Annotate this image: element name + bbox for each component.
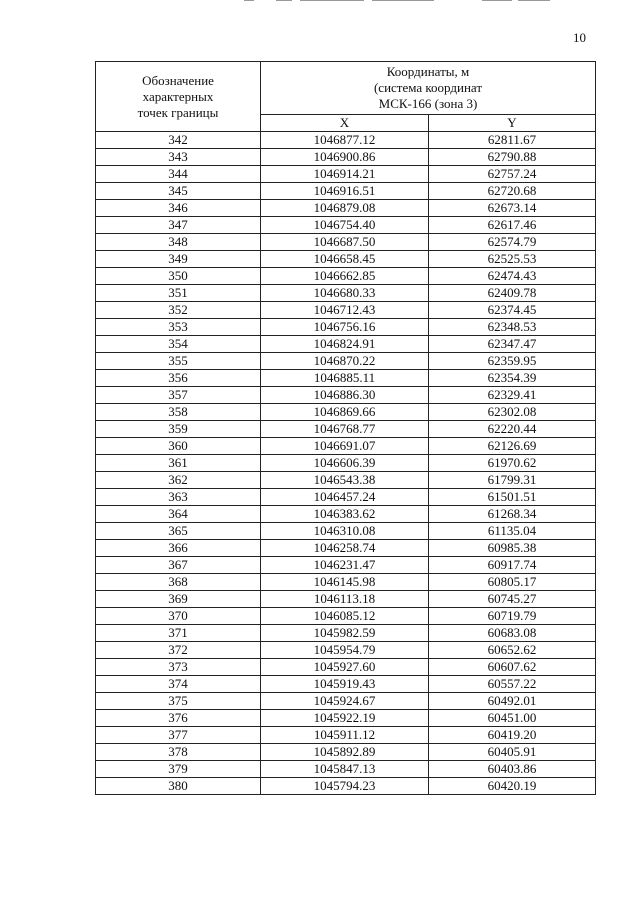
cell-y: 60683.08 xyxy=(429,625,596,642)
cell-y: 62474.43 xyxy=(429,268,596,285)
cell-y: 62220.44 xyxy=(429,421,596,438)
table-row xyxy=(96,234,596,251)
cell-point: 353 xyxy=(96,319,261,336)
table-row xyxy=(96,353,596,370)
cell-y: 60451.00 xyxy=(429,710,596,727)
cell-y: 62790.88 xyxy=(429,149,596,166)
cell-point: 365 xyxy=(96,523,261,540)
cell-x: 1046691.07 xyxy=(261,438,429,455)
table-row xyxy=(96,200,596,217)
cell-x: 1046231.47 xyxy=(261,557,429,574)
table-row xyxy=(96,574,596,591)
cell-x: 1046886.30 xyxy=(261,387,429,404)
cell-x: 1045847.13 xyxy=(261,761,429,778)
cell-x: 1046900.86 xyxy=(261,149,429,166)
cell-x: 1045922.19 xyxy=(261,710,429,727)
cell-point: 370 xyxy=(96,608,261,625)
cell-point: 361 xyxy=(96,455,261,472)
cell-y: 62409.78 xyxy=(429,285,596,302)
cell-y: 61501.51 xyxy=(429,489,596,506)
cell-x: 1046145.98 xyxy=(261,574,429,591)
table-row xyxy=(96,438,596,455)
cell-y: 62574.79 xyxy=(429,234,596,251)
cell-x: 1046914.21 xyxy=(261,166,429,183)
table-row xyxy=(96,285,596,302)
header-coordinates-line: МСК-166 (зона 3) xyxy=(378,96,478,111)
cell-point: 357 xyxy=(96,387,261,404)
cell-point: 362 xyxy=(96,472,261,489)
table-row xyxy=(96,489,596,506)
cell-y: 60419.20 xyxy=(429,727,596,744)
cell-point: 344 xyxy=(96,166,261,183)
cell-point: 359 xyxy=(96,421,261,438)
cell-point: 354 xyxy=(96,336,261,353)
cell-x: 1046457.24 xyxy=(261,489,429,506)
table-row xyxy=(96,727,596,744)
table-row xyxy=(96,659,596,676)
cell-point: 345 xyxy=(96,183,261,200)
cell-x: 1046712.43 xyxy=(261,302,429,319)
table-row xyxy=(96,676,596,693)
cell-y: 60557.22 xyxy=(429,676,596,693)
table-row xyxy=(96,625,596,642)
table-row xyxy=(96,761,596,778)
cell-point: 352 xyxy=(96,302,261,319)
table-body xyxy=(96,132,596,795)
table-row xyxy=(96,251,596,268)
table-row xyxy=(96,268,596,285)
cell-point: 343 xyxy=(96,149,261,166)
cell-y: 60745.27 xyxy=(429,591,596,608)
cell-x: 1046870.22 xyxy=(261,353,429,370)
cell-y: 60420.19 xyxy=(429,778,596,795)
table-row xyxy=(96,166,596,183)
cell-x: 1046756.16 xyxy=(261,319,429,336)
cell-point: 374 xyxy=(96,676,261,693)
header-point-designation-line: точек границы xyxy=(137,104,219,120)
table-row xyxy=(96,778,596,795)
cell-y: 62302.08 xyxy=(429,404,596,421)
table-row xyxy=(96,132,596,149)
cell-x: 1046085.12 xyxy=(261,608,429,625)
header-coordinates-line: (система координат xyxy=(373,80,483,95)
cell-x: 1045794.23 xyxy=(261,778,429,795)
cell-point: 380 xyxy=(96,778,261,795)
cell-y: 60607.62 xyxy=(429,659,596,676)
cell-point: 342 xyxy=(96,132,261,149)
cell-point: 376 xyxy=(96,710,261,727)
cell-point: 349 xyxy=(96,251,261,268)
table-row xyxy=(96,183,596,200)
table-row xyxy=(96,421,596,438)
cell-y: 60403.86 xyxy=(429,761,596,778)
cell-y: 61799.31 xyxy=(429,472,596,489)
cell-point: 360 xyxy=(96,438,261,455)
cell-y: 62126.69 xyxy=(429,438,596,455)
table-row xyxy=(96,523,596,540)
cell-y: 62374.45 xyxy=(429,302,596,319)
cell-y: 60805.17 xyxy=(429,574,596,591)
cell-y: 62359.95 xyxy=(429,353,596,370)
cell-y: 62617.46 xyxy=(429,217,596,234)
table-row xyxy=(96,744,596,761)
cell-y: 62347.47 xyxy=(429,336,596,353)
header-x: X xyxy=(261,115,429,132)
cell-y: 60652.62 xyxy=(429,642,596,659)
cell-x: 1046687.50 xyxy=(261,234,429,251)
table-row xyxy=(96,591,596,608)
table-row xyxy=(96,693,596,710)
cell-x: 1046383.62 xyxy=(261,506,429,523)
cell-x: 1046768.77 xyxy=(261,421,429,438)
cell-point: 378 xyxy=(96,744,261,761)
table-row xyxy=(96,336,596,353)
cell-point: 369 xyxy=(96,591,261,608)
cell-x: 1045892.89 xyxy=(261,744,429,761)
cell-y: 60917.74 xyxy=(429,557,596,574)
cell-point: 367 xyxy=(96,557,261,574)
cell-x: 1046113.18 xyxy=(261,591,429,608)
header-y: Y xyxy=(429,115,596,132)
table-row xyxy=(96,387,596,404)
table-row xyxy=(96,710,596,727)
header-scan-marks xyxy=(0,0,640,6)
header-coordinates-line: Координаты, м xyxy=(386,64,470,79)
cell-x: 1046606.39 xyxy=(261,455,429,472)
cell-x: 1046879.08 xyxy=(261,200,429,217)
cell-y: 62673.14 xyxy=(429,200,596,217)
table-row xyxy=(96,642,596,659)
table-row xyxy=(96,404,596,421)
cell-y: 61135.04 xyxy=(429,523,596,540)
table-row xyxy=(96,302,596,319)
cell-x: 1045982.59 xyxy=(261,625,429,642)
cell-x: 1045954.79 xyxy=(261,642,429,659)
cell-x: 1046877.12 xyxy=(261,132,429,149)
header-point-designation-line: Обозначение xyxy=(142,72,214,88)
cell-x: 1046916.51 xyxy=(261,183,429,200)
cell-point: 368 xyxy=(96,574,261,591)
cell-x: 1046754.40 xyxy=(261,217,429,234)
cell-point: 351 xyxy=(96,285,261,302)
table-row xyxy=(96,608,596,625)
cell-point: 363 xyxy=(96,489,261,506)
cell-x: 1046310.08 xyxy=(261,523,429,540)
table-row xyxy=(96,540,596,557)
table-row xyxy=(96,370,596,387)
page-number: 10 xyxy=(573,30,586,45)
cell-point: 347 xyxy=(96,217,261,234)
cell-point: 366 xyxy=(96,540,261,557)
cell-point: 348 xyxy=(96,234,261,251)
cell-point: 379 xyxy=(96,761,261,778)
cell-x: 1046824.91 xyxy=(261,336,429,353)
cell-y: 62348.53 xyxy=(429,319,596,336)
cell-x: 1045924.67 xyxy=(261,693,429,710)
cell-point: 356 xyxy=(96,370,261,387)
cell-x: 1045927.60 xyxy=(261,659,429,676)
cell-point: 346 xyxy=(96,200,261,217)
cell-x: 1046662.85 xyxy=(261,268,429,285)
cell-y: 62354.39 xyxy=(429,370,596,387)
table-row xyxy=(96,319,596,336)
cell-x: 1046680.33 xyxy=(261,285,429,302)
cell-y: 61970.62 xyxy=(429,455,596,472)
cell-x: 1046543.38 xyxy=(261,472,429,489)
header-point-designation xyxy=(96,62,261,132)
cell-y: 62757.24 xyxy=(429,166,596,183)
cell-point: 355 xyxy=(96,353,261,370)
cell-point: 377 xyxy=(96,727,261,744)
cell-point: 358 xyxy=(96,404,261,421)
cell-x: 1045919.43 xyxy=(261,676,429,693)
cell-x: 1046885.11 xyxy=(261,370,429,387)
cell-y: 62811.67 xyxy=(429,132,596,149)
cell-point: 371 xyxy=(96,625,261,642)
cell-x: 1046658.45 xyxy=(261,251,429,268)
table-row xyxy=(96,506,596,523)
cell-point: 364 xyxy=(96,506,261,523)
table-row xyxy=(96,455,596,472)
cell-point: 373 xyxy=(96,659,261,676)
table-row xyxy=(96,472,596,489)
cell-point: 375 xyxy=(96,693,261,710)
header-point-designation-line: характерных xyxy=(142,88,214,104)
table-row xyxy=(96,217,596,234)
cell-x: 1045911.12 xyxy=(261,727,429,744)
table-row xyxy=(96,557,596,574)
cell-y: 60405.91 xyxy=(429,744,596,761)
cell-y: 62525.53 xyxy=(429,251,596,268)
cell-y: 60719.79 xyxy=(429,608,596,625)
table-row xyxy=(96,149,596,166)
cell-y: 60492.01 xyxy=(429,693,596,710)
cell-x: 1046869.66 xyxy=(261,404,429,421)
cell-y: 62329.41 xyxy=(429,387,596,404)
cell-point: 372 xyxy=(96,642,261,659)
cell-y: 62720.68 xyxy=(429,183,596,200)
cell-x: 1046258.74 xyxy=(261,540,429,557)
cell-point: 350 xyxy=(96,268,261,285)
coordinates-table xyxy=(95,61,596,795)
header-coordinates xyxy=(261,62,596,115)
cell-y: 60985.38 xyxy=(429,540,596,557)
cell-y: 61268.34 xyxy=(429,506,596,523)
